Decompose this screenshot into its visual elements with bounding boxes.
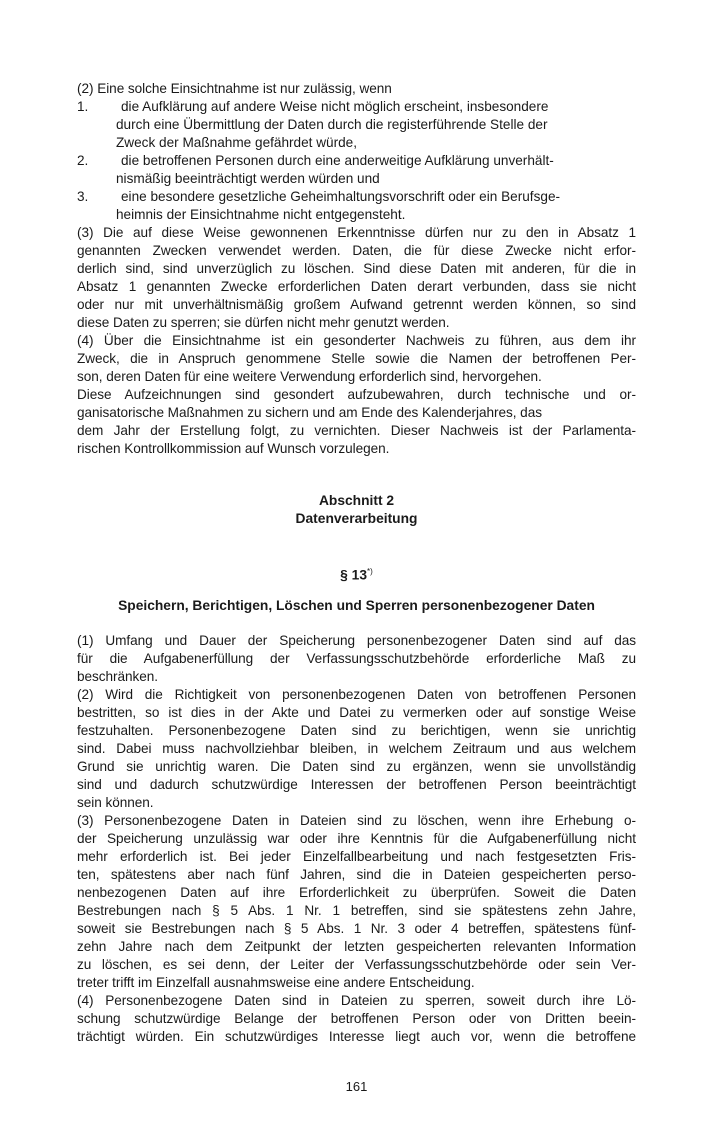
text-line: derlich sind, sind unverzüglich zu löschen. Sind diese Daten mit anderen, für die in (77, 261, 636, 276)
list-line: nismäßig beeinträchtigt werden würden und (116, 171, 380, 186)
text-line: (4) Über die Einsichtnahme ist ein gesonderter Nachweis zu führen, aus dem ihr (77, 333, 636, 348)
list-line: durch eine Übermittlung der Daten durch die registerführende Stelle der (116, 117, 548, 132)
list-line: die Aufklärung auf andere Weise nicht möglich erscheint, insbesondere (121, 99, 549, 114)
text-line: ganisatorische Maßnahmen zu sichern und am Ende des Kalenderjahres, das (77, 405, 542, 420)
paragraph-number (77, 563, 636, 585)
text-line: (1) Umfang und Dauer der Speicherung personenbezogener Daten sind auf das (77, 633, 636, 648)
text-line: Zweck, die in Anspruch genommene Stelle sowie die Namen der betroffenen Per- (77, 351, 636, 366)
text-line: trächtigt würden. Ein schutzwürdiges Interesse liegt auch vor, wenn die betroffene (77, 1029, 636, 1044)
text-line: für die Aufgabenerfüllung der Verfassungsschutzbehörde erforderliche Maß zu (77, 651, 636, 666)
text-line: ten, spätestens aber nach fünf Jahren, sind die in Dateien gespeicherten perso- (77, 867, 636, 882)
footnote-marker: *) (367, 567, 373, 576)
list-line: Zweck der Maßnahme gefährdet würde, (116, 135, 358, 150)
text-line: (3) Personenbezogene Daten in Dateien sind zu löschen, wenn ihre Erhebung o- (77, 813, 636, 828)
document-page (77, 0, 637, 1123)
paragraph-sign: § 13 (340, 567, 368, 583)
paragraph-2-intro: (2) Eine solche Einsichtnahme ist nur zulässig, wenn (77, 81, 392, 96)
text-line: sind und dadurch schutzwürdige Interessen der betroffenen Person beeinträchtigt (77, 777, 636, 792)
list-number: 3. (77, 189, 89, 204)
page-number: 161 (345, 1079, 368, 1094)
text-line: sind. Dabei muss nachvollziehbar bleiben, in welchem Zeitraum und aus welchem (77, 741, 636, 756)
text-line: oder nur mit unverhältnismäßig großem Aufwand getrennt werden können, so sind (77, 297, 636, 312)
section-heading: Abschnitt 2 (318, 493, 395, 508)
text-line: der Speicherung unzulässig war oder ihre Kenntnis für die Aufgabenerfüllung nicht (77, 831, 636, 846)
text-line: schung schutzwürdige Belange der betroffenen Person oder von Dritten beein- (77, 1011, 636, 1026)
text-line: dem Jahr der Erstellung folgt, zu vernichten. Dieser Nachweis ist der Parlamenta- (77, 423, 636, 438)
paragraph-title: Speichern, Berichtigen, Löschen und Sperren personenbezogener Daten (118, 598, 595, 613)
text-line: (4) Personenbezogene Daten sind in Dateien zu sperren, soweit durch ihre Lö- (77, 993, 636, 1008)
text-line: beschränken. (77, 669, 159, 684)
text-line: (3) Die auf diese Weise gewonnenen Erkenntnisse dürfen nur zu den in Absatz 1 (77, 225, 636, 240)
text-line: son, deren Daten für eine weitere Verwendung erforderlich sind, hervorgehen. (77, 369, 542, 384)
text-line: festzuhalten. Personenbezogene Daten sind zu berichtigen, wenn sie unrichtig (77, 723, 636, 738)
text-line: (2) Wird die Richtigkeit von personenbezogenen Daten von betroffenen Personen (77, 687, 636, 702)
text-line: Grund sie unrichtig waren. Die Daten sind zu ergänzen, wenn sie unvollständig (77, 759, 636, 774)
text-line: nenbezogenen Daten auf ihre Erforderlichkeit zu überprüfen. Soweit die Daten (77, 885, 636, 900)
text-line: rischen Kontrollkommission auf Wunsch vorzulegen. (77, 441, 390, 456)
text-line: sein können. (77, 795, 154, 810)
text-line: mehr erforderlich ist. Bei jeder Einzelfallbearbeitung und nach festgesetzten Fris- (77, 849, 636, 864)
list-line: heimnis der Einsichtnahme nicht entgegensteht. (116, 207, 406, 222)
list-line: die betroffenen Personen durch eine anderweitige Aufklärung unverhält- (121, 153, 554, 168)
text-line: bestritten, so ist dies in der Akte und Datei zu vermerken oder auf sonstige Weise (77, 705, 636, 720)
text-line: genannten Zwecken verwendet werden. Daten, die für diese Zwecke nicht erfor- (77, 243, 636, 258)
text-line: zehn Jahre nach dem Zeitpunkt der letzten gespeicherten relevanten Information (77, 939, 636, 954)
text-line: soweit sie Bestrebungen nach § 5 Abs. 1 Nr. 3 oder 4 betreffen, spätestens fünf- (77, 921, 636, 936)
text-line: diese Daten zu sperren; sie dürfen nicht mehr genutzt werden. (77, 315, 450, 330)
text-line: zu löschen, es sei denn, der Leiter der Verfassungsschutzbehörde oder sein Ver- (77, 957, 636, 972)
text-line: Absatz 1 genannten Zwecke erforderlichen Daten derart verbunden, dass sie nicht (77, 279, 636, 294)
list-number: 1. (77, 99, 89, 114)
list-line: eine besondere gesetzliche Geheimhaltungsvorschrift oder ein Berufsge- (121, 189, 561, 204)
text-line: Bestrebungen nach § 5 Abs. 1 Nr. 1 betreffen, sind sie spätestens zehn Jahre, (77, 903, 636, 918)
text-line: treter trifft im Einzelfall ausnahmsweise eine andere Entscheidung. (77, 975, 475, 990)
text-line: Diese Aufzeichnungen sind gesondert aufzubewahren, durch technische und or- (77, 387, 636, 402)
section-subheading: Datenverarbeitung (295, 511, 418, 526)
list-number: 2. (77, 153, 89, 168)
